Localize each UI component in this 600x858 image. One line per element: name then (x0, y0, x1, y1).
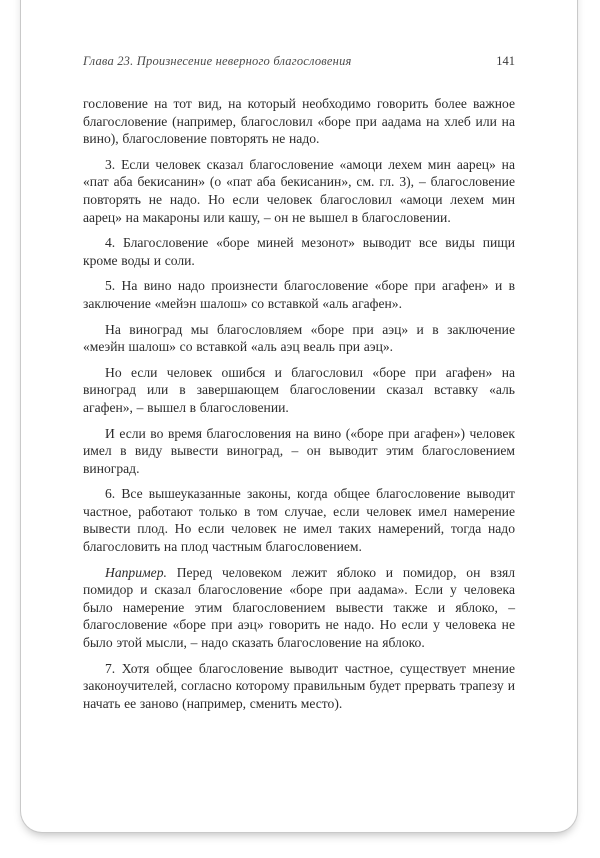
paragraph: гословение на тот вид, на который необходимо говорить более важное благословение (например, благословил «боре при аадама на хлеб или на вино), благословение повторять не надо. (83, 96, 515, 147)
paragraph: 3. Если человек сказал благословение «амоци лехем мин аарец» на «пат аба бекисанин» (о «пат аба бекисанин», см. гл. 3), – благословение повторять не надо. Но если человек благословил «амоци лехем мин аарец» на макароны или кашу, – он не вышел в благословении. (83, 156, 515, 225)
paragraph: Но если человек ошибся и благословил «боре при агафен» на виноград или в завершающем благословении сказал вставку «аль агафен», – вышел в благословении. (83, 364, 515, 415)
page-header (83, 54, 515, 69)
paragraph: На виноград мы благословляем «боре при аэц» и в заключение «меэйн шалош» со вставкой «аль аэц веаль при аэц». (83, 321, 515, 355)
page-number: 141 (496, 54, 515, 68)
paragraph: Например. Перед человеком лежит яблоко и помидор, он взял помидор и сказал благословение «боре при аадама». Если у человека было намерение этим благословением вывести также и яблоко, – благословение «боре при аэц» говорить не надо. Но если у человека не было этой мысли, – надо сказать благословение на яблоко. (83, 564, 515, 651)
paragraph: 5. На вино надо произнести благословение «боре при агафен» и в заключение «мейэн шалош» со вставкой «аль агафен». (83, 278, 515, 311)
paragraph: 7. Хотя общее благословение выводит частное, существует мнение законоучителей, согласно которому правильным будет прервать трапезу и начать ее заново (например, сменить место). (83, 660, 515, 711)
paragraph: 6. Все вышеуказанные законы, когда общее благословение выводит частное, работают только в том случае, если человек имел намерение вывести плод. Но если человек не имел таких намерений, тогда надо благословить на плод частным благословением. (83, 486, 515, 555)
chapter-title: Глава 23. Произнесение неверного благословения (83, 54, 352, 68)
paragraph: 4. Благословение «боре миней мезонот» выводит все виды пищи кроме воды и соли. (83, 235, 515, 268)
book-page (20, 0, 578, 833)
page-body (83, 95, 515, 712)
paragraph: И если во время благословения на вино («боре при агафен») человек имел в виду вывести виноград, – он выводит этим благословением виноград. (83, 425, 515, 476)
paragraph-lead: Например. (105, 564, 177, 580)
